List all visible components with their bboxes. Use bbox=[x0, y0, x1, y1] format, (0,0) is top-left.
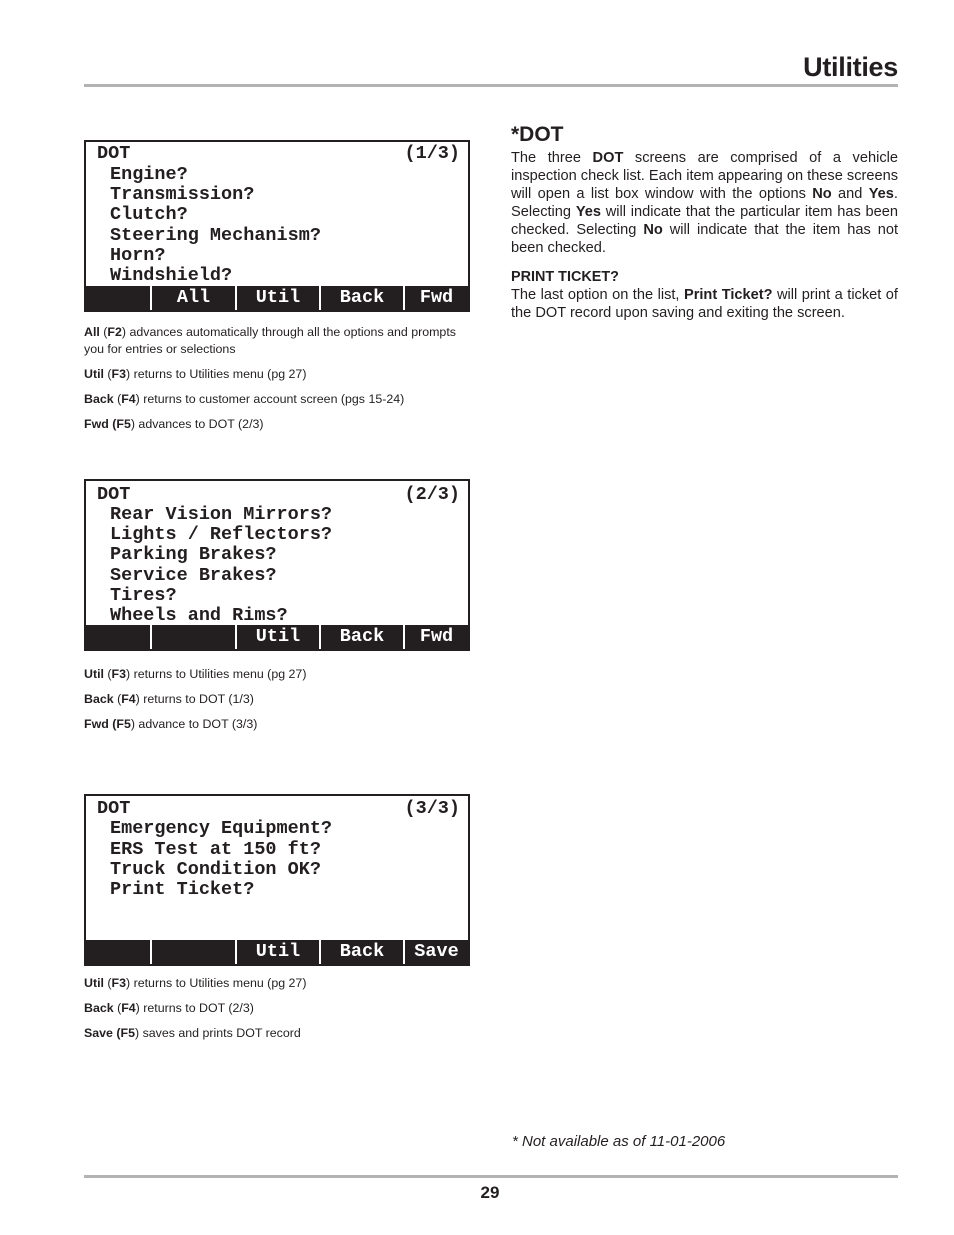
function-key-bar bbox=[86, 625, 468, 649]
note-back: Back (F4) returns to DOT (2/3) bbox=[84, 1001, 254, 1015]
screen-header: DOT bbox=[97, 143, 131, 164]
menu-item-windshield[interactable]: Windshield? bbox=[110, 265, 233, 286]
page-number: 29 bbox=[480, 1183, 500, 1202]
menu-item-transmission[interactable]: Transmission? bbox=[110, 184, 255, 205]
dot-description bbox=[511, 123, 898, 322]
util-button[interactable]: Util bbox=[235, 625, 319, 649]
fkey-f2 bbox=[150, 625, 235, 649]
footnote: * Not available as of 11-01-2006 bbox=[512, 1133, 726, 1150]
back-button[interactable]: Back bbox=[319, 940, 403, 964]
menu-item-service-brakes[interactable]: Service Brakes? bbox=[110, 565, 277, 586]
menu-item-emergency-equipment[interactable]: Emergency Equipment? bbox=[110, 818, 333, 839]
menu-item-clutch[interactable]: Clutch? bbox=[110, 204, 188, 225]
dot-paragraph: The three DOT screens are comprised of a vehicle inspection check list. Each item appearing on these screens will open a list box window with the options No and Yes. Selecting Yes will indicate that the particular item has been checked. Selecting No will indicate that the item has not been checked. bbox=[511, 150, 899, 256]
note-save: Save (F5) saves and prints DOT record bbox=[84, 1026, 301, 1040]
note-all: All (F2) advances automatically through all the options and prompts you for entries or selections bbox=[84, 325, 456, 356]
screen-1-notes bbox=[84, 324, 476, 441]
screen-3-notes bbox=[84, 975, 476, 1050]
menu-item-tires[interactable]: Tires? bbox=[110, 585, 177, 606]
footer-rule bbox=[84, 1175, 898, 1178]
note-util: Util (F3) returns to Utilities menu (pg 27) bbox=[84, 367, 307, 381]
back-button[interactable]: Back bbox=[319, 625, 403, 649]
dot-screen-1 bbox=[84, 140, 470, 312]
function-key-bar bbox=[86, 940, 468, 964]
menu-item-mirrors[interactable]: Rear Vision Mirrors? bbox=[110, 504, 333, 525]
screen-header: DOT bbox=[97, 798, 131, 819]
note-fwd: Fwd (F5) advances to DOT (2/3) bbox=[84, 417, 264, 431]
menu-item-truck-condition[interactable]: Truck Condition OK? bbox=[110, 859, 321, 880]
dot-screen-3 bbox=[84, 794, 470, 966]
menu-item-steering[interactable]: Steering Mechanism? bbox=[110, 225, 321, 246]
note-util: Util (F3) returns to Utilities menu (pg 27) bbox=[84, 667, 307, 681]
dot-screen-2 bbox=[84, 479, 470, 651]
print-ticket-paragraph: The last option on the list, Print Ticket? will print a ticket of the DOT record upon saving and exiting the screen. bbox=[511, 287, 898, 321]
note-util: Util (F3) returns to Utilities menu (pg 27) bbox=[84, 976, 307, 990]
print-ticket-heading: PRINT TICKET? bbox=[511, 269, 619, 285]
fkey-f1 bbox=[86, 286, 150, 310]
note-back: Back (F4) returns to DOT (1/3) bbox=[84, 692, 254, 706]
screen-page-indicator: (2/3) bbox=[404, 484, 460, 505]
header-rule bbox=[84, 84, 898, 87]
menu-item-wheels[interactable]: Wheels and Rims? bbox=[110, 605, 288, 626]
menu-item-engine[interactable]: Engine? bbox=[110, 164, 188, 185]
screen-page-indicator: (1/3) bbox=[404, 143, 460, 164]
util-button[interactable]: Util bbox=[235, 286, 319, 310]
section-title: *DOT bbox=[511, 123, 564, 146]
fkey-f1 bbox=[86, 940, 150, 964]
menu-item-print-ticket[interactable]: Print Ticket? bbox=[110, 879, 255, 900]
all-button[interactable]: All bbox=[150, 286, 235, 310]
fwd-button[interactable]: Fwd bbox=[403, 625, 468, 649]
util-button[interactable]: Util bbox=[235, 940, 319, 964]
screen-page-indicator: (3/3) bbox=[404, 798, 460, 819]
note-fwd: Fwd (F5) advance to DOT (3/3) bbox=[84, 717, 258, 731]
fkey-f1 bbox=[86, 625, 150, 649]
menu-item-ers-test[interactable]: ERS Test at 150 ft? bbox=[110, 839, 321, 860]
menu-item-horn[interactable]: Horn? bbox=[110, 245, 166, 266]
function-key-bar bbox=[86, 286, 468, 310]
note-back: Back (F4) returns to customer account screen (pgs 15-24) bbox=[84, 392, 405, 406]
menu-item-lights[interactable]: Lights / Reflectors? bbox=[110, 524, 333, 545]
fwd-button[interactable]: Fwd bbox=[403, 286, 468, 310]
back-button[interactable]: Back bbox=[319, 286, 403, 310]
save-button[interactable]: Save bbox=[403, 940, 468, 964]
fkey-f2 bbox=[150, 940, 235, 964]
screen-2-notes bbox=[84, 666, 476, 741]
screen-header: DOT bbox=[97, 484, 131, 505]
menu-item-parking-brakes[interactable]: Parking Brakes? bbox=[110, 544, 277, 565]
page-title: Utilities bbox=[803, 52, 898, 82]
